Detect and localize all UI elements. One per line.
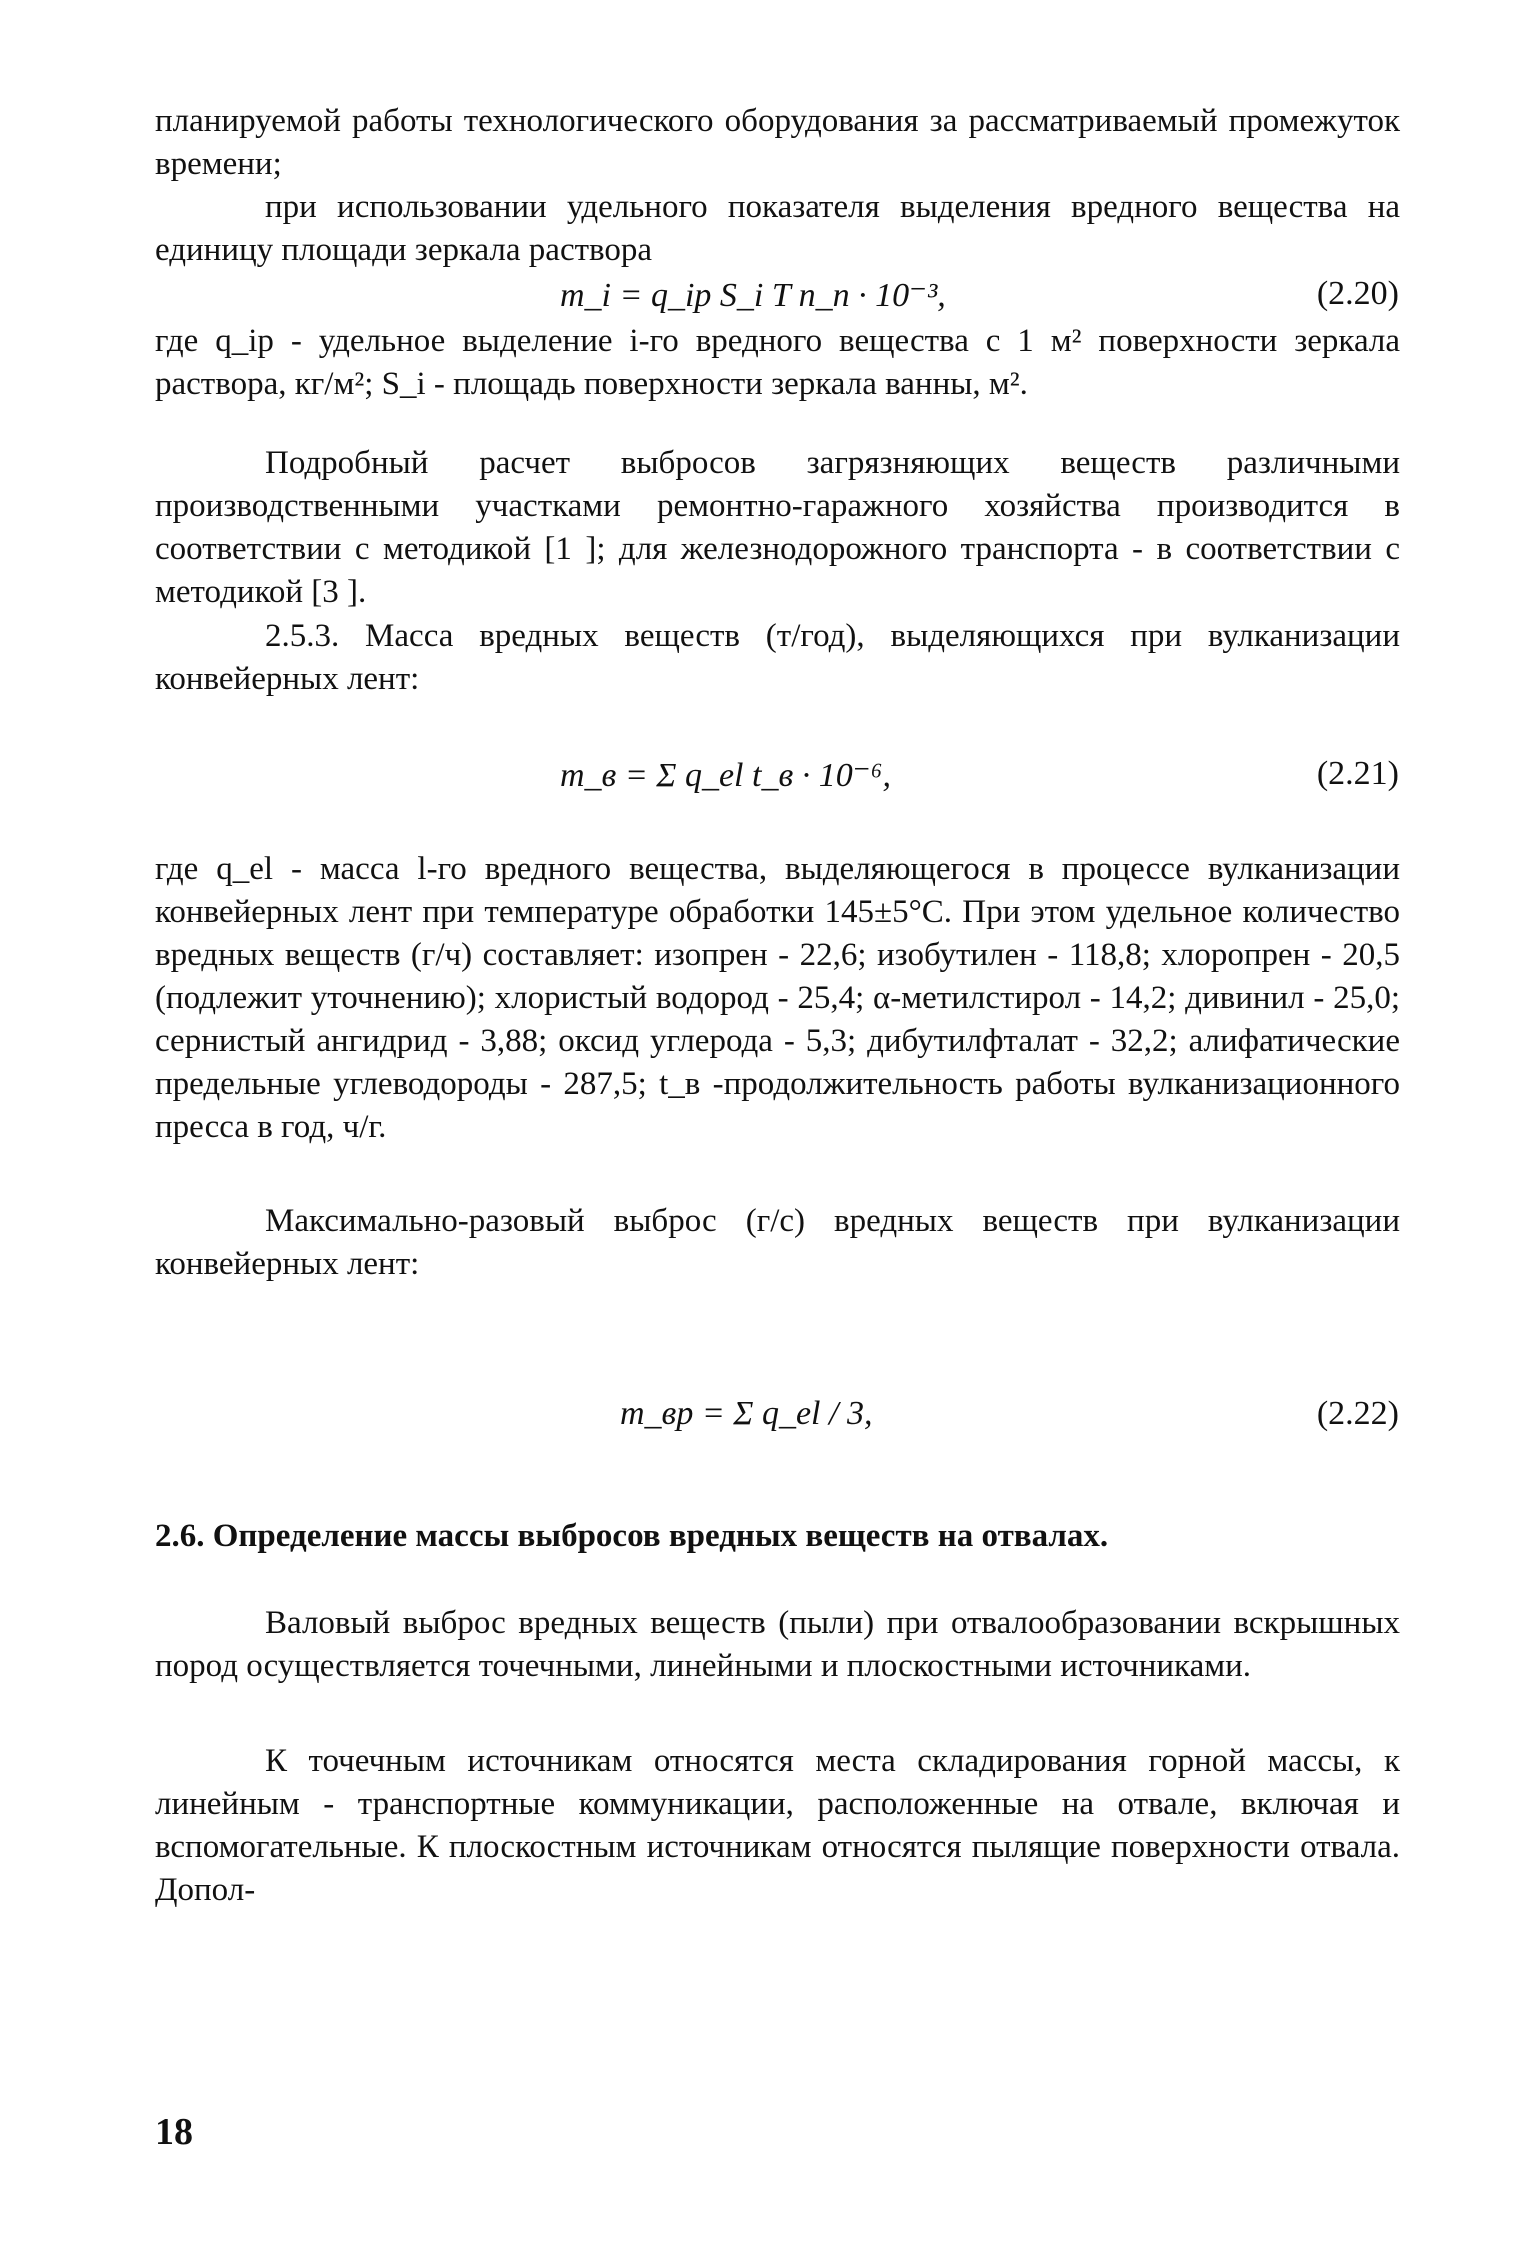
formula-2-20	[560, 275, 946, 315]
paragraph-text: планируемой работы технологического оборудования за рассматриваемый промежуток времени;	[155, 103, 1400, 182]
paragraph-text: при использовании удельного показателя выделения вредного вещества на единицу площади зеркала раствора	[155, 189, 1400, 268]
equation-number-2-20: (2.20)	[1316, 275, 1399, 312]
formula-text: m_i = q_ip S_i T n_n · 10⁻³,	[560, 277, 946, 314]
paragraph-point-sources	[155, 1740, 1400, 1912]
formula-text: m_в = Σ q_el t_в · 10⁻⁶,	[560, 757, 891, 794]
paragraph-text: Максимально-разовый выброс (г/с) вредных веществ при вулканизации конвейерных лент:	[155, 1203, 1400, 1282]
paragraph-text: 2.5.3. Масса вредных веществ (т/год), выделяющихся при вулканизации конвейерных лент:	[155, 618, 1400, 697]
equation-number-2-22: (2.22)	[1316, 1395, 1399, 1432]
paragraph-text: К точечным источникам относятся места складирования горной массы, к линейным - транспортные коммуникации, расположенные на отвале, включая и вспомогательные. К плоскостным источникам относятся пылящие поверхности отвала. Допол-	[155, 1743, 1400, 1908]
paragraph-where-qel	[155, 848, 1400, 1149]
section-heading: 2.6. Определение массы выбросов вредных веществ на отвалах.	[155, 1518, 1109, 1554]
paragraph-gross-emission	[155, 1602, 1400, 1688]
page-number: 18	[155, 2111, 193, 2153]
paragraph-usage	[155, 186, 1400, 272]
paragraph-where-qip	[155, 320, 1400, 406]
formula-text: m_вр = Σ q_el / 3,	[620, 1395, 873, 1432]
paragraph-text: где q_ip - удельное выделение i-го вредного вещества с 1 м² поверхности зеркала раствора, кг/м²; S_i - площадь поверхности зеркала ванны, м².	[155, 323, 1400, 402]
equation-number-2-21: (2.21)	[1316, 755, 1399, 792]
paragraph-detailed-calc	[155, 442, 1400, 614]
paragraph-2-5-3	[155, 615, 1400, 701]
paragraph-text: где q_el - масса l-го вредного вещества, выделяющегося в процессе вулканизации конвейерных лент при температуре обработки 145±5°С. При этом удельное количество вредных веществ (г/ч) составляет: изопрен - 22,6; изобутилен - 118,8; хлоропрен - 20,5 (подлежит уточнению); хлористый водород - 25,4; α-метилстирол - 14,2; дивинил - 25,0; сернистый ангидрид - 3,88; оксид углерода - 5,3; дибутилфталат - 32,2; алифатические предельные углеводороды - 287,5; t_в -продолжительность работы вулканизационного пресса в год, ч/г.	[155, 851, 1400, 1145]
paragraph-text: Валовый выброс вредных веществ (пыли) при отвалообразовании вскрышных пород осуществляется точечными, линейными и плоскостными источниками.	[155, 1605, 1400, 1684]
paragraph-text: Подробный расчет выбросов загрязняющих веществ различными производственными участками ремонтно-гаражного хозяйства производится в соответствии с методикой [1 ]; для железнодорожного транспорта - в соответствии с методикой [3 ].	[155, 445, 1400, 610]
paragraph-max-emission	[155, 1200, 1400, 1286]
formula-2-21	[560, 755, 891, 795]
paragraph-continuation	[155, 100, 1400, 186]
formula-2-22	[620, 1395, 872, 1433]
